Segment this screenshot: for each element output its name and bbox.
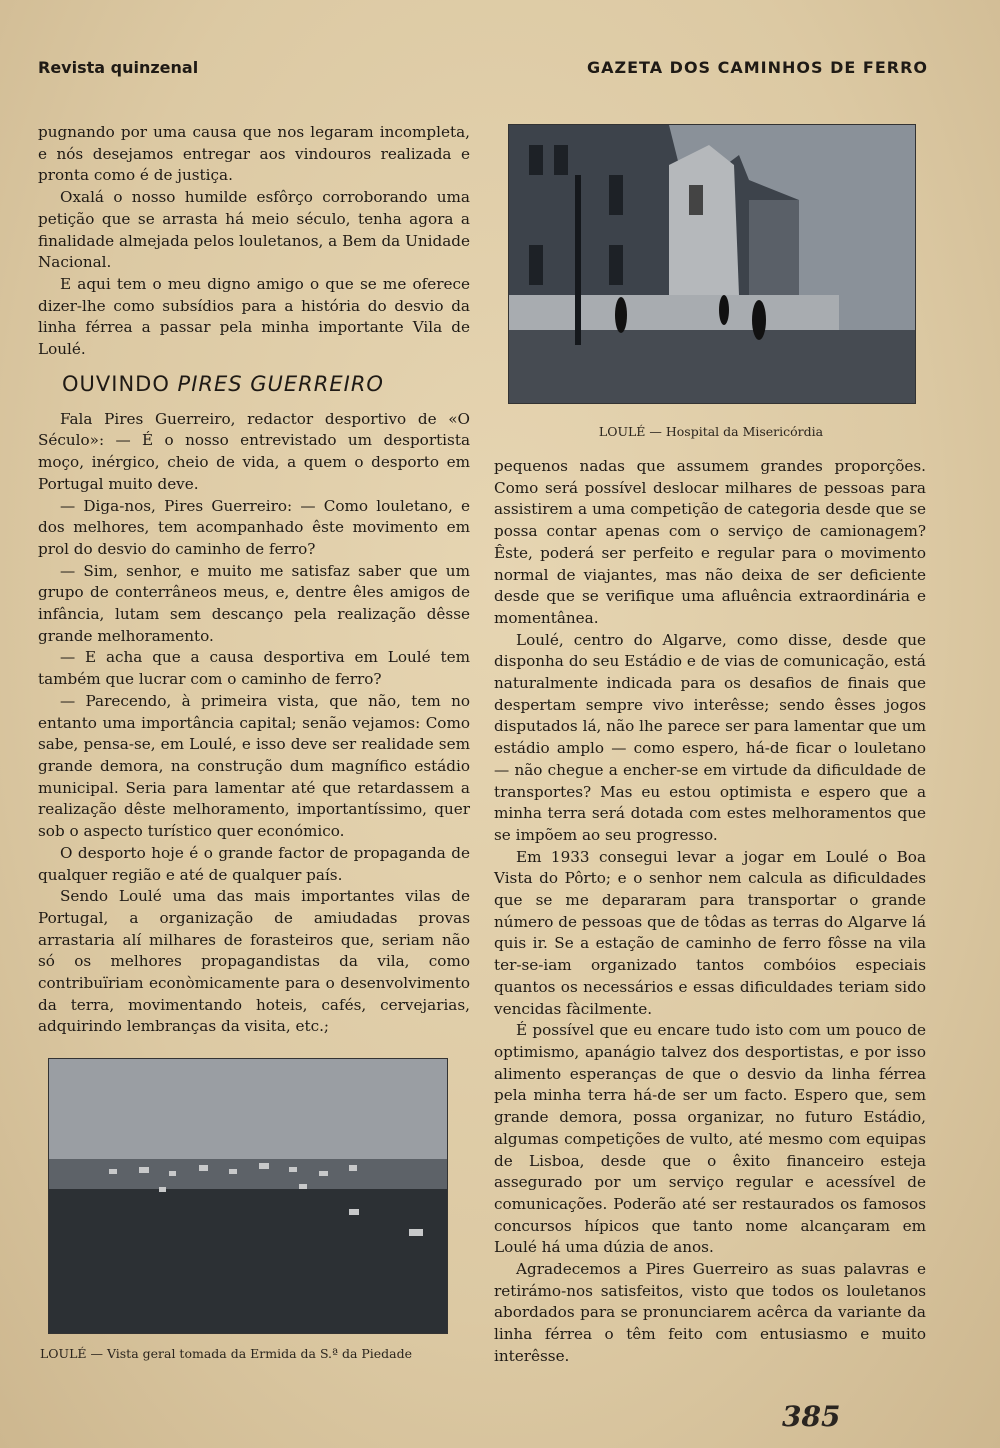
paragraph: O desporto hoje é o grande factor de propaganda de qualquer região e até de qualquer país. <box>38 843 470 884</box>
page-number: 385 <box>782 1400 841 1433</box>
hospital-photo-drawing <box>509 125 915 403</box>
paragraph: pugnando por uma causa que nos legaram incompleta, e nós desejamos entregar aos vindouros realizada e pronta como é de justiça. <box>38 123 470 185</box>
paragraph: Agradecemos a Pires Guerreiro as suas palavras e retirámo-nos satisfeitos, visto que todos os louletanos abordados para se pronunciarem acêrca da variante da linha férrea o têm feito com entusiasmo e muito interêsse. <box>494 1260 926 1365</box>
vista-photo-drawing <box>49 1059 447 1333</box>
hospital-caption-place: LOULÉ <box>598 424 646 439</box>
running-header <box>38 58 928 84</box>
paragraph: — Parecendo, à primeira vista, que não, tem no entanto uma importância capital; senão vejamos: Como sabe, pensa-se, em Loulé, e isso deve ser realidade sem grande demora, na construção dum magnífico estádio municipal. Seria para lamentar até que retardassem a realização dêste melhoramento, importantíssimo, quer sob o aspecto turístico quer económico. <box>38 691 470 841</box>
paragraph: — Sim, senhor, e muito me satisfaz saber que um grupo de conterrâneos meus, e, dentre êles amigos de infância, lutam sem descanço pela realização dêsse grande melhoramento. <box>38 561 470 645</box>
section-heading <box>38 371 470 397</box>
paragraph: E aqui tem o meu digno amigo o que se me oferece dizer-lhe como subsídios para a história do desvio da linha férrea a passar pela minha importante Vila de Loulé. <box>38 274 470 359</box>
hospital-caption-text: — Hospital da Misericórdia <box>645 424 824 439</box>
header-right: GAZETA DOS CAMINHOS DE FERRO <box>586 58 928 77</box>
paragraph: Oxalá o nosso humilde esfôrço corroborando uma petição que se arrasta há meio século, tenha agora a finalidade almejada pelos louletanos, a Bem da Unidade Nacional. <box>38 188 470 272</box>
paragraph: Sendo Loulé uma das mais importantes vilas de Portugal, a organização de amiudadas provas arrastaria alí milhares de forasteiros que, seriam não só os melhores propagandistas da vila, como contribuïriam econòmicamente para o desenvolvimento da terra, movimentando hoteis, cafés, cervejarias, adquirindo lembranças da visita, etc.; <box>38 887 470 1036</box>
section-heading-italic: PIRES GUERREIRO <box>177 371 384 396</box>
paragraph: É possível que eu encare tudo isto com um pouco de optimismo, apanágio talvez dos desportistas, e por isso alimento esperanças de que o desvio da linha férrea pela minha terra há-de ser um facto. Espero que, sem grande demora, possa organizar, no futuro Estádio, algumas competições de vulto, até mesmo com equipas de Lisboa, desde que o êxito financeiro esteja assegurado por um serviço regular e acessível de comunicações. Poderão até ser restaurados os famosos concursos hípicos que tanto nome alcançaram em Loulé há uma dúzia de anos. <box>494 1021 926 1257</box>
right-column <box>494 456 926 1368</box>
vista-caption-text: — Vista geral tomada da Ermida da S.ª da Piedade <box>86 1346 413 1361</box>
vista-photo <box>48 1058 448 1334</box>
paragraph: pequenos nadas que assumem grandes proporções. Como será possível deslocar milhares de pessoas para assistirem a uma competição de categoria desde que se possa contar apenas com o serviço de camionagem? Êste, poderá ser perfeito e regular para o movimento normal de viajantes, mas não deixa de ser deficiente desde que se verifique uma afluência extraordinária e momentânea. <box>494 457 926 627</box>
hospital-photo <box>508 124 916 404</box>
vista-caption-place: LOULÉ <box>40 1346 87 1361</box>
section-heading-plain: OUVINDO <box>62 371 178 396</box>
hospital-caption <box>508 424 914 439</box>
header-left: Revista quinzenal <box>38 58 199 77</box>
paragraph: — Diga-nos, Pires Guerreiro: — Como louletano, e dos melhores, tem acompanhado êste movimento em prol do desvio do caminho de ferro? <box>38 496 470 558</box>
paragraph: Loulé, centro do Algarve, como disse, desde que disponha do seu Estádio e de vias de comunicação, está naturalmente indicada para os desafios de finais que despertam sempre vivo interêsse; sendo êsses jogos disputados lá, não lhe parece ser para lamentar que um estádio amplo — como espero, há-de ficar o louletano — não chegue a encher-se em virtude da dificuldade de transportes? Mas eu estou optimista e espero que a minha terra será dotada com estes melhoramentos que se impõem ao seu progresso. <box>494 630 926 844</box>
paragraph: Em 1933 consegui levar a jogar em Loulé o Boa Vista do Pôrto; e o senhor nem calcula as dificuldades que se me depararam para transportar o grande número de pessoas que de tôdas as terras do Algarve lá quis ir. Se a estação de caminho de ferro fôsse na vila ter-se-iam organizado tantos combóios especiais quantos os necessários e essas dificuldades teriam sido vencidas fàcilmente. <box>494 847 926 1018</box>
paragraph: Fala Pires Guerreiro, redactor desportivo de «O Século»: — É o nosso entrevistado um desportista moço, inérgico, cheio de vida, a quem o desporto em Portugal muito deve. <box>38 409 470 493</box>
paragraph: — E acha que a causa desportiva em Loulé tem também que lucrar com o caminho de ferro? <box>38 648 470 689</box>
left-column <box>38 122 470 1038</box>
vista-caption <box>40 1346 460 1361</box>
